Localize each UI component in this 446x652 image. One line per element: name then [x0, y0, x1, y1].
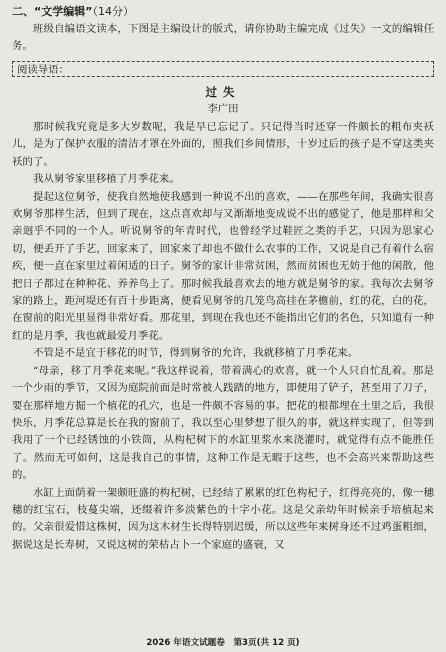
essay-title: 过失 — [205, 85, 241, 99]
question-instruction: 班级自编语文读本，下图是主编设计的版式，请你协助主编完成《过失》一文的编辑任务。 — [12, 23, 434, 52]
essay-paragraph: 那时候我究竟是多大岁数呢，我是早已忘记了。只记得当时还穿一件颇长的粗布夹袄儿，是为了保护衣服的清洁才罩在外面的，照我们乡间情形，十岁过后的孩子是不穿这类夹袄的了。 — [12, 121, 434, 168]
essay-paragraph: 我从舅爷家里移植了月季花来。 — [33, 173, 180, 186]
essay-paragraph: 提起这位舅爷，使我自然地使我感到一种说不出的喜欢，——在那些年间，我确实很喜欢舅爷那样生活，但到了现在，这点喜欢却与又渐渐地变成说不出的感觉了，他是那样和父亲迥乎不同的一个人。听说舅爷的年青时代，也曾经学过鞋匠之类的手艺，只因为思家心切，便丢开了手艺，回家来了，回家来了却也不做什么农事的工作，又说是自己有着什么宿疾，便一直在家里过着闲适的日子。舅爷的家计非常贫困，然而贫困也无妨于他的闲散，他把日子都过在种种花、养养鸟上了。那时候我最喜欢去的地方就是舅爷的家。我每次去舅爷家的路上，距河堤还有百十步距离，便看见舅爷的几笼鸟高挂在茅檐前，红的花，白的花，在窗前的阳光里显得非常好看。那花里，到现在我也还不能指出它们的名色，只知道有一种红的是月季，我也就最爱月季花。 — [12, 190, 434, 342]
question-title: 二、“文学编辑” — [12, 5, 93, 18]
reading-guide-label: 阅读导语： — [17, 64, 69, 76]
essay-paragraph: 水缸上面荫着一架颇旺盛的构杞树，已经结了累累的红色构杞子，红得亮亮的，像一穗穗的红宝石，枝蔓尖端，还缀着许多淡紫色的十字小花。这是父亲幼年时候亲手培植起来的。父亲很爱惜这株树，因为这木材生长得特别迟缓，所以这些年来树身还不过鸡蛋粗细，据说这是长寿树，又说这树的荣枯占卜一个家庭的盛衰，又 — [12, 486, 434, 551]
essay-paragraph: 不管是不是宜于移花的时节，得到舅爷的允许，我就移植了月季花来。 — [33, 347, 359, 360]
essay-author: 李广田 — [207, 103, 239, 115]
reading-guide-box[interactable] — [12, 61, 434, 77]
question-header — [12, 4, 434, 19]
essay-paragraph: “母亲，移了月季花来呢。”我这样说着，带着满心的欢喜，就一个人只自忙乱着。那是一个少雨的季节，又因为庭院前面是时常被人践踏的地方，即便用了铲子，甚至用了刀子，要在那样地方掘一个植花的孔穴，也是一件颇不容易的事。把花的根都埋在土里之后，我很快乐，月季花总算是长在我的窗前了，我以至心里梦想了很久的事，就这样实现了，但等到我用了一个已经锈蚀的小铁筒，从构杞树下的水缸里浆水来浇灌时，就觉得有点不能胜任了。然而无可如何，这是我自己的事情，这种工作是无暇于这些，也不会高兴来帮助这些的。 — [12, 364, 434, 482]
question-score: （14分） — [92, 5, 134, 18]
page-footer: 2026 年语文试题卷 第3页(共 12 页) — [146, 638, 300, 648]
